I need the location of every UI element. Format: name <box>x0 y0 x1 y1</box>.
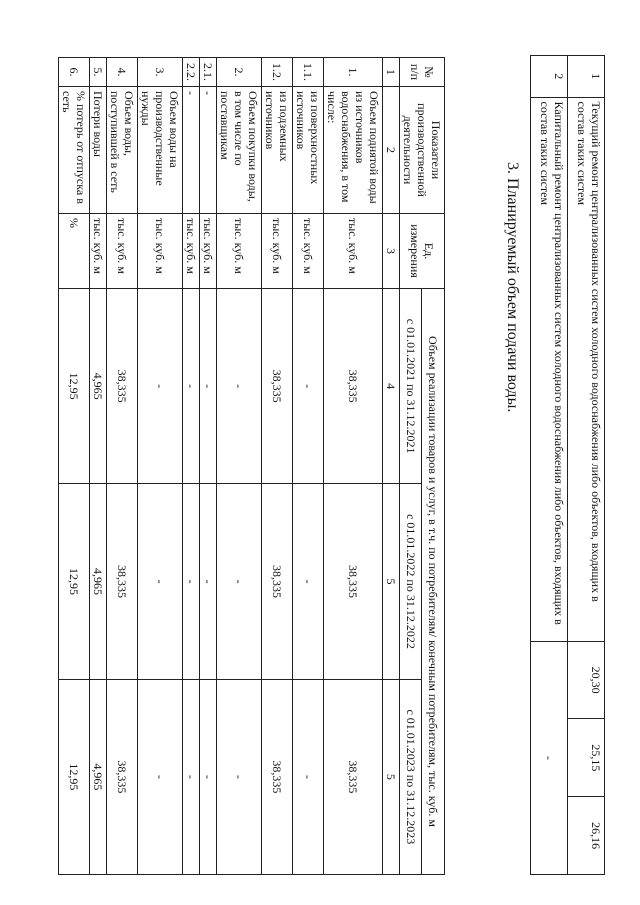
indicator-name: из подземных источников <box>262 87 293 214</box>
value-2023: 38,335 <box>262 679 293 874</box>
row-number: 1. <box>324 58 383 87</box>
value-2021: 38,335 <box>262 289 293 484</box>
header-volume: Объем реализации товаров и услуг, в т.ч. по потребителям/ конечным потребителям, тыс. куб. м <box>422 289 445 875</box>
unit-cell: тыс. куб. м <box>293 214 324 289</box>
row-number: 3. <box>138 58 183 87</box>
unit-cell: тыс. куб. м <box>200 214 217 289</box>
value-2023: 38,335 <box>107 679 138 874</box>
value-2022: 4,965 <box>90 484 107 679</box>
table-row <box>183 58 200 875</box>
row-number: 1.2. <box>262 58 293 87</box>
indicator-name: Объем покупки воды, в том числе по поставщикам <box>217 87 262 214</box>
value-2023: - <box>183 679 200 874</box>
value-2022: 38,335 <box>324 484 383 679</box>
value-2021: - <box>217 289 262 484</box>
value-2021: - <box>183 289 200 484</box>
header-indicator: Показатели производственной деятельности <box>400 87 445 214</box>
value-2023: 4,965 <box>90 679 107 874</box>
unit-cell: тыс. куб. м <box>138 214 183 289</box>
header-row <box>422 58 445 875</box>
row-number: 1 <box>568 56 605 98</box>
value-2022: 25,15 <box>568 719 605 797</box>
value-2023: 38,335 <box>324 679 383 874</box>
unit-cell: тыс. куб. м <box>107 214 138 289</box>
value-2023: 26,16 <box>568 797 605 875</box>
row-number: 4. <box>107 58 138 87</box>
col-number: 4 <box>383 289 400 484</box>
table-row <box>293 58 324 875</box>
value-2023: - <box>217 679 262 874</box>
indicator-name: Объем воды, поступившей в сеть <box>107 87 138 214</box>
value-2022: 38,335 <box>262 484 293 679</box>
indicator-name: Объем поднятой воды из источников водоснабжения, в том числе: <box>324 87 383 214</box>
value-2021: - <box>200 289 217 484</box>
col-number: 3 <box>383 214 400 289</box>
col-number: 2 <box>383 87 400 214</box>
table-row <box>138 58 183 875</box>
unit-cell: тыс. куб. м <box>183 214 200 289</box>
value-2021: 38,335 <box>107 289 138 484</box>
header-unit: Ед. измерения <box>400 214 445 289</box>
work-name: Капитальный ремонт централизованных систем холодного водоснабжения либо объектов, входящих в состав таких систем <box>531 97 568 641</box>
indicator-name: из поверхностных источников <box>293 87 324 214</box>
unit-cell: тыс. куб. м <box>90 214 107 289</box>
value-2022: - <box>217 484 262 679</box>
work-name: Текущий ремонт централизованных систем холодного водоснабжения либо объектов, входящих в состав таких систем <box>568 97 605 641</box>
table-row <box>90 58 107 875</box>
row-number: 2 <box>531 56 568 98</box>
section-title: 3. Планируемый объем подачи воды. <box>504 162 521 413</box>
value-2021: 4,965 <box>90 289 107 484</box>
value-2023: - <box>138 679 183 874</box>
header-period-2021: с 01.01.2021 по 31.12.2021 <box>400 289 423 484</box>
value-2021: 20,30 <box>568 641 605 719</box>
unit-cell: тыс. куб. м <box>217 214 262 289</box>
col-number: 5 <box>383 679 400 874</box>
unit-cell: тыс. куб. м <box>324 214 383 289</box>
indicator-name: % потерь от отпуска в сеть <box>59 87 90 214</box>
header-period-2023: с 01.01.2023 по 31.12.2023 <box>400 679 423 874</box>
header-num: № п/п <box>400 58 445 87</box>
col-number: 5 <box>383 484 400 679</box>
indicator-name: - <box>200 87 217 214</box>
row-number: 2.2. <box>183 58 200 87</box>
row-number: 1.1. <box>293 58 324 87</box>
row-number: 2.1. <box>200 58 217 87</box>
value-2022: - <box>183 484 200 679</box>
row-number: 2. <box>217 58 262 87</box>
value-2022: 12,95 <box>59 484 90 679</box>
value-2023: 12,95 <box>59 679 90 874</box>
value-2021: 38,335 <box>324 289 383 484</box>
value-2022: - <box>200 484 217 679</box>
table-row <box>59 58 90 875</box>
unit-cell: % <box>59 214 90 289</box>
value-2021: - <box>138 289 183 484</box>
row-number: 5. <box>90 58 107 87</box>
indicator-name: - <box>183 87 200 214</box>
row-number: 6. <box>59 58 90 87</box>
unit-cell: тыс. куб. м <box>262 214 293 289</box>
table-row <box>262 58 293 875</box>
value-2021: - <box>293 289 324 484</box>
header-period-2022: с 01.01.2022 по 31.12.2022 <box>400 484 423 679</box>
table-row <box>217 58 262 875</box>
indicator-name: Объем воды на производственные нужды <box>138 87 183 214</box>
col-number: 1 <box>383 58 400 87</box>
column-number-row <box>383 58 400 875</box>
water-supply-table <box>58 57 445 875</box>
value-2021: 12,95 <box>59 289 90 484</box>
table-row <box>200 58 217 875</box>
value-2022: 38,335 <box>107 484 138 679</box>
indicator-name: Потери воды <box>90 87 107 214</box>
table-row <box>531 56 568 875</box>
value-merged: - <box>531 641 568 874</box>
value-2023: - <box>200 679 217 874</box>
value-2022: - <box>293 484 324 679</box>
repair-works-table <box>530 55 605 875</box>
table-row <box>568 56 605 875</box>
value-2023: - <box>293 679 324 874</box>
value-2022: - <box>138 484 183 679</box>
table-row <box>107 58 138 875</box>
table-row <box>324 58 383 875</box>
